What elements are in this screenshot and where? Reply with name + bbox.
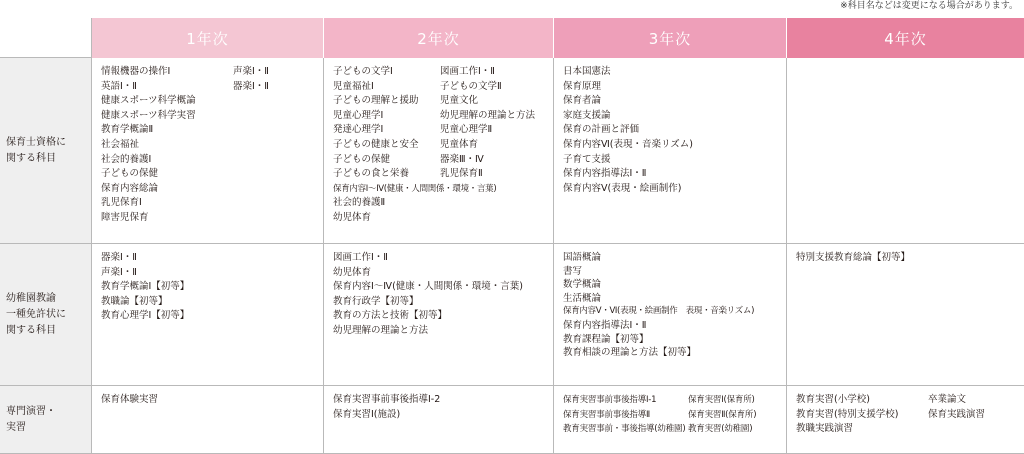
course-item: 子どもの文学Ⅱ [440, 80, 502, 92]
course-item: 社会的養護Ⅱ [333, 197, 386, 209]
course-list [333, 65, 440, 182]
course-item: 子どもの食と栄養 [333, 168, 410, 180]
course-item: 児童体育 [440, 138, 479, 150]
course-item: 教育相談の理論と方法【初等】 [563, 347, 697, 359]
course-item: 児童福祉Ⅰ [333, 80, 374, 92]
course-item: 保育の計画と評価 [563, 124, 640, 136]
course-item: 保育内容Ⅴ・Ⅵ(表現・絵画制作 表現・音楽リズム) [563, 306, 755, 317]
course-item: 保育者論 [563, 95, 602, 107]
course-item: 教育学概論Ⅰ【初等】 [101, 281, 190, 293]
course-item: 保育実習Ⅰ(施設) [333, 408, 401, 420]
course-item: 保育実習Ⅰ(保育所) [688, 395, 755, 405]
course-item: 子どもの理解と援助 [333, 95, 419, 107]
cell-kindergarten-y1 [92, 244, 324, 386]
course-list [233, 65, 269, 226]
course-item: 保育内容総論 [101, 182, 159, 194]
course-item: 児童心理学Ⅰ [333, 109, 384, 121]
year-header-3: 3年次 [554, 18, 787, 58]
course-list [333, 182, 549, 226]
course-item: 特別支援教育総論【初等】 [796, 252, 911, 263]
course-list [563, 65, 782, 196]
course-list [333, 251, 549, 339]
course-item: 教育の方法と技術【初等】 [333, 310, 448, 322]
course-item: 子どもの文学Ⅰ [333, 66, 393, 77]
course-item: 保育内容Ⅰ～Ⅳ(健康・人間関係・環境・言葉) [333, 281, 523, 293]
course-list [928, 393, 985, 437]
course-item: 生活概論 [563, 292, 602, 304]
cell-practicum-y2 [324, 386, 554, 454]
cell-practicum-y3 [554, 386, 787, 454]
cell-kindergarten-y3 [554, 244, 787, 386]
course-item: 保育内容指導法Ⅰ・Ⅱ [563, 319, 647, 331]
cell-practicum-y1 [92, 386, 324, 454]
course-list [563, 251, 782, 360]
cell-nursery-y2 [324, 58, 554, 244]
course-item: 幼児理解の理論と方法 [333, 324, 429, 336]
cell-nursery-y4 [787, 58, 1024, 244]
course-item: 子育て支援 [563, 153, 611, 165]
row-header-label: 幼稚園教諭 一種免許状に 関する科目 [6, 292, 66, 336]
course-item: 教育実習(特別支援学校) [796, 408, 899, 420]
course-list [101, 65, 233, 226]
course-item: 書写 [563, 265, 583, 277]
course-item: 教育課程論【初等】 [563, 333, 649, 345]
cell-nursery-y1 [92, 58, 324, 244]
course-item: 保育内容Ⅴ(表現・絵画制作) [563, 182, 682, 194]
cell-kindergarten-y4 [787, 244, 1024, 386]
course-item: 教職実践演習 [796, 423, 854, 435]
course-item: 教育心理学Ⅰ【初等】 [101, 310, 190, 322]
course-list [796, 251, 1020, 266]
course-item: 器楽Ⅰ・Ⅱ [101, 252, 137, 263]
course-item: 保育実習事前事後指導Ⅱ [563, 409, 650, 420]
course-item: 障害児保育 [101, 211, 149, 223]
course-item: 保育原理 [563, 80, 602, 92]
course-item: 器楽Ⅲ・Ⅳ [440, 153, 484, 165]
course-item: 図画工作Ⅰ・Ⅱ [333, 252, 388, 263]
course-item: 幼児体育 [333, 211, 372, 223]
cell-practicum-y4 [787, 386, 1024, 454]
course-list [333, 393, 549, 422]
course-item: 社会的養護Ⅰ [101, 153, 152, 165]
course-item: 保育内容指導法Ⅰ・Ⅱ [563, 168, 647, 180]
course-item: 数学概論 [563, 279, 602, 291]
disclaimer-note: ※科目名などは変更になる場合があります。 [840, 1, 1018, 11]
course-item: 社会福祉 [101, 138, 140, 150]
row-header-label: 保育士資格に 関する科目 [6, 136, 66, 164]
course-item: 卒業論文 [928, 394, 967, 405]
curriculum-table [0, 18, 1024, 454]
course-item: 英語Ⅰ・Ⅱ [101, 80, 137, 92]
year-header-1: 1年次 [92, 18, 324, 58]
course-item: 児童文化 [440, 95, 479, 107]
course-item: 健康スポーツ科学概論 [101, 95, 196, 107]
cell-kindergarten-y2 [324, 244, 554, 386]
course-item: 教育学概論Ⅱ [101, 124, 154, 136]
course-item: 保育内容Ⅰ～Ⅳ(健康・人間関係・環境・言葉) [333, 183, 497, 194]
course-list [101, 251, 319, 324]
course-item: 図画工作Ⅰ・Ⅱ [440, 66, 495, 77]
course-item: 子どもの保健 [101, 168, 159, 180]
course-list [563, 393, 688, 437]
cell-nursery-y3 [554, 58, 787, 244]
course-item: 器楽Ⅰ・Ⅱ [233, 80, 269, 92]
course-item: 教育行政学【初等】 [333, 295, 419, 307]
course-item: 保育実習事前事後指導Ⅰ-1 [563, 395, 657, 405]
course-item: 教育実習(小学校) [796, 394, 870, 405]
course-list [796, 393, 928, 437]
course-item: 子どもの保健 [333, 153, 391, 165]
course-item: 子どもの健康と安全 [333, 138, 419, 150]
course-item: 発達心理学Ⅰ [333, 124, 384, 136]
course-item: 保育内容Ⅵ(表現・音楽リズム) [563, 138, 693, 150]
row-header-practicum [0, 386, 92, 454]
course-item: 日本国憲法 [563, 66, 611, 77]
course-item: 保育実践演習 [928, 408, 986, 420]
course-item: 保育実習事前事後指導Ⅰ-2 [333, 394, 441, 405]
course-item: 乳児保育Ⅰ [101, 197, 142, 209]
course-item: 国語概論 [563, 252, 602, 263]
course-list [688, 393, 756, 437]
course-item: 声楽Ⅰ・Ⅱ [101, 266, 137, 278]
course-item: 教育実習(幼稚園) [688, 424, 753, 435]
course-list [101, 393, 319, 408]
course-item: 教育実習事前・事後指導(幼稚園) [563, 424, 686, 435]
row-header-label: 専門演習・ 実習 [6, 405, 56, 433]
course-item: 情報機器の操作Ⅰ [101, 66, 171, 77]
course-item: 声楽Ⅰ・Ⅱ [233, 66, 269, 77]
course-item: 健康スポーツ科学実習 [101, 109, 196, 121]
course-item: 保育体験実習 [101, 394, 159, 405]
course-list [440, 65, 535, 182]
year-header-4: 4年次 [787, 18, 1024, 58]
table-corner [0, 18, 92, 58]
course-item: 保育実習Ⅱ(保育所) [688, 409, 757, 420]
course-item: 児童心理学Ⅱ [440, 124, 493, 136]
course-item: 乳児保育Ⅱ [440, 168, 483, 180]
course-item: 家庭支援論 [563, 109, 611, 121]
row-header-nursery [0, 58, 92, 244]
course-item: 幼児理解の理論と方法 [440, 109, 536, 121]
row-header-kindergarten [0, 244, 92, 386]
course-item: 幼児体育 [333, 266, 372, 278]
year-header-2: 2年次 [324, 18, 554, 58]
course-item: 教職論【初等】 [101, 295, 168, 307]
